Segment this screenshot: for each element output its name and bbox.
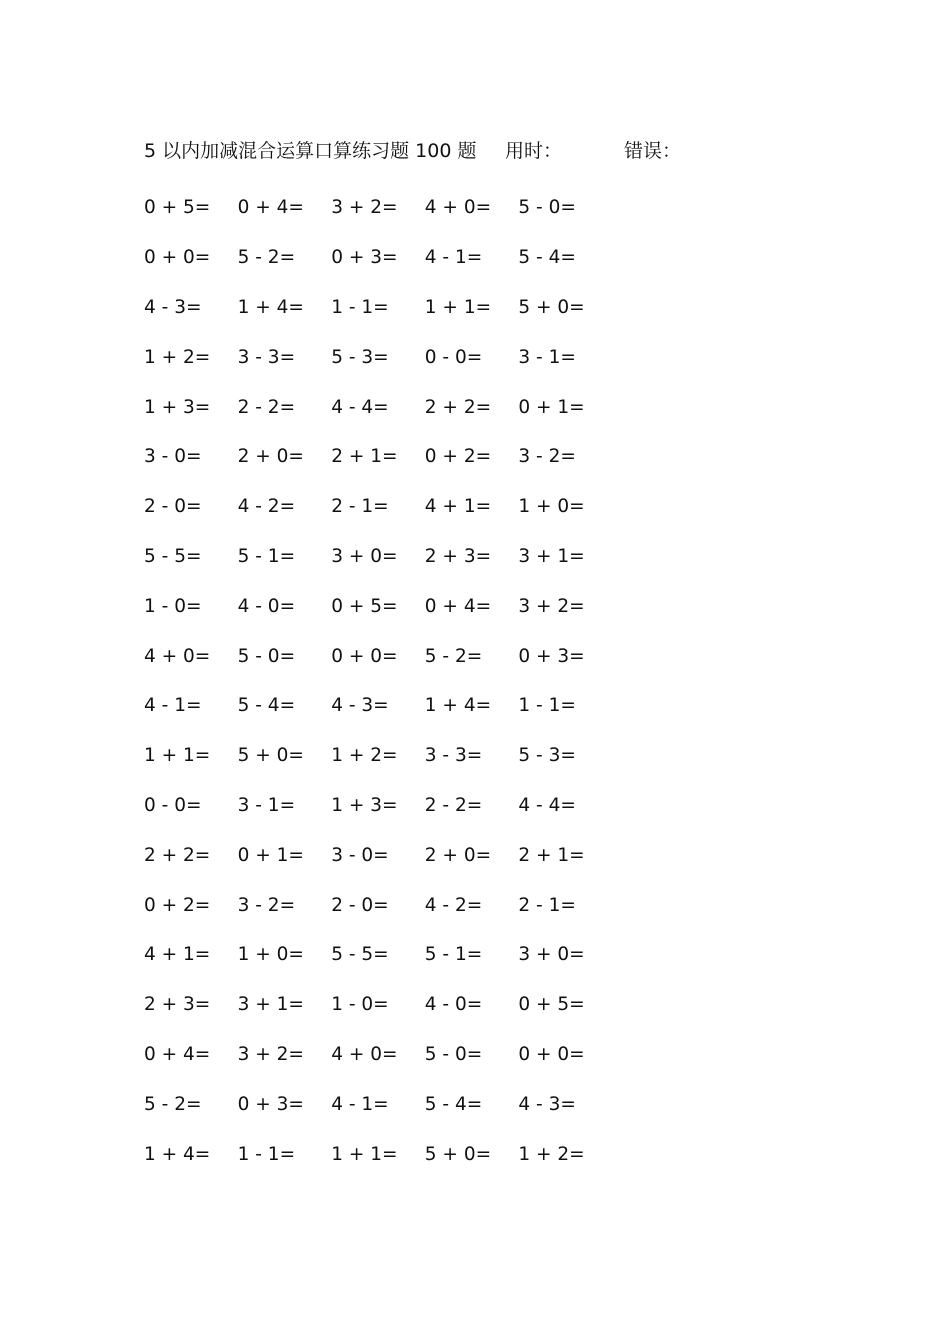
arithmetic-problem: 0 + 3= [237, 1093, 304, 1115]
problem-row [144, 532, 614, 582]
arithmetic-problem: 0 + 5= [144, 197, 211, 219]
problem-row [144, 830, 614, 880]
arithmetic-problem: 0 + 4= [424, 595, 492, 617]
arithmetic-problem: 4 + 0= [424, 197, 492, 219]
arithmetic-problem: 2 + 1= [518, 844, 585, 866]
arithmetic-problem: 5 - 3= [331, 346, 389, 368]
arithmetic-problem: 0 + 2= [144, 894, 211, 916]
worksheet-header [144, 136, 704, 166]
arithmetic-problem: 0 - 0= [424, 346, 483, 368]
arithmetic-problem: 0 + 3= [331, 247, 398, 269]
problem-row [144, 781, 614, 831]
arithmetic-problem: 1 + 4= [237, 296, 304, 318]
problem-row [144, 382, 614, 432]
arithmetic-problem: 4 - 1= [144, 695, 202, 717]
problem-row [144, 980, 614, 1030]
arithmetic-problem: 0 + 0= [518, 1043, 585, 1065]
problem-row [144, 581, 614, 631]
arithmetic-problem: 4 + 1= [144, 944, 211, 966]
arithmetic-problem: 5 - 0= [518, 197, 576, 219]
arithmetic-problem: 0 + 1= [237, 844, 304, 866]
problem-row [144, 332, 614, 382]
arithmetic-problem: 2 - 1= [518, 894, 576, 916]
arithmetic-problem: 1 - 0= [331, 994, 389, 1016]
arithmetic-problem: 5 - 4= [237, 695, 296, 717]
arithmetic-problem: 5 - 5= [331, 944, 389, 966]
problem-row [144, 731, 614, 781]
arithmetic-problem: 3 - 0= [331, 844, 389, 866]
arithmetic-problem: 1 + 1= [424, 296, 492, 318]
problem-row [144, 880, 614, 930]
arithmetic-problem: 5 - 2= [144, 1093, 202, 1115]
arithmetic-problem: 2 + 3= [424, 545, 492, 567]
arithmetic-problem: 5 - 5= [144, 545, 202, 567]
arithmetic-problem: 0 + 1= [518, 396, 585, 418]
problem-row [144, 1129, 614, 1179]
worksheet-title: 5 以内加减混合运算口算练习题 100 题 [144, 140, 477, 162]
arithmetic-problem: 2 + 3= [144, 994, 211, 1016]
arithmetic-problem: 1 - 1= [518, 695, 576, 717]
arithmetic-problem: 4 - 2= [424, 894, 483, 916]
arithmetic-problem: 5 + 0= [518, 296, 585, 318]
arithmetic-problem: 0 + 5= [518, 994, 585, 1016]
arithmetic-problem: 5 - 2= [237, 247, 296, 269]
problem-row [144, 233, 614, 283]
arithmetic-problem: 4 + 0= [144, 645, 211, 667]
arithmetic-problem: 3 + 2= [331, 197, 398, 219]
arithmetic-problem: 5 - 4= [518, 247, 576, 269]
arithmetic-problem: 4 + 0= [331, 1043, 398, 1065]
problem-row [144, 930, 614, 980]
arithmetic-problem: 1 + 1= [144, 745, 211, 767]
arithmetic-problem: 5 - 3= [518, 745, 576, 767]
problem-row [144, 183, 614, 233]
arithmetic-problem: 2 + 0= [424, 844, 492, 866]
arithmetic-problem: 5 - 0= [237, 645, 296, 667]
arithmetic-problem: 2 - 0= [331, 894, 389, 916]
problem-row [144, 631, 614, 681]
arithmetic-problem: 4 - 3= [331, 695, 389, 717]
arithmetic-problem: 1 + 4= [424, 695, 492, 717]
arithmetic-problem: 3 - 3= [237, 346, 296, 368]
arithmetic-problem: 4 + 1= [424, 496, 492, 518]
arithmetic-problem: 3 - 1= [518, 346, 576, 368]
arithmetic-problem: 0 + 3= [518, 645, 585, 667]
arithmetic-problem: 4 - 1= [331, 1093, 389, 1115]
arithmetic-problem: 3 - 3= [424, 745, 483, 767]
arithmetic-problem: 0 + 4= [237, 197, 304, 219]
arithmetic-problem: 2 + 1= [331, 446, 398, 468]
arithmetic-problem: 1 - 1= [331, 296, 389, 318]
arithmetic-problem: 2 - 2= [237, 396, 296, 418]
arithmetic-problem: 3 - 1= [237, 794, 296, 816]
problem-row [144, 1030, 614, 1080]
arithmetic-problem: 0 + 5= [331, 595, 398, 617]
arithmetic-problem: 1 - 1= [237, 1143, 296, 1165]
problem-row [144, 432, 614, 482]
problem-row [144, 482, 614, 532]
problem-row [144, 1079, 614, 1129]
arithmetic-problem: 3 + 1= [518, 545, 585, 567]
arithmetic-problem: 3 + 2= [518, 595, 585, 617]
arithmetic-problem: 2 + 2= [424, 396, 492, 418]
arithmetic-problem: 4 - 4= [331, 396, 389, 418]
arithmetic-problem: 1 + 1= [331, 1143, 398, 1165]
arithmetic-problem: 2 + 2= [144, 844, 211, 866]
arithmetic-problem: 0 + 0= [144, 247, 211, 269]
arithmetic-problem: 1 + 2= [144, 346, 211, 368]
arithmetic-problem: 4 - 1= [424, 247, 483, 269]
arithmetic-problem: 4 - 3= [518, 1093, 576, 1115]
problem-row [144, 283, 614, 333]
arithmetic-problem: 3 - 2= [518, 446, 576, 468]
arithmetic-problem: 3 - 2= [237, 894, 296, 916]
arithmetic-problem: 0 + 2= [424, 446, 492, 468]
arithmetic-problem: 2 + 0= [237, 446, 304, 468]
arithmetic-problem: 5 - 2= [424, 645, 483, 667]
arithmetic-problem: 5 - 4= [424, 1093, 483, 1115]
arithmetic-problem: 1 + 2= [331, 745, 398, 767]
arithmetic-problem: 3 + 1= [237, 994, 304, 1016]
arithmetic-problem: 5 - 1= [237, 545, 296, 567]
arithmetic-problem: 1 + 0= [237, 944, 304, 966]
arithmetic-problem: 5 - 0= [424, 1043, 483, 1065]
arithmetic-problem: 5 + 0= [424, 1143, 492, 1165]
arithmetic-problem: 1 + 3= [331, 794, 398, 816]
problem-row [144, 681, 614, 731]
arithmetic-problem: 2 - 0= [144, 496, 202, 518]
arithmetic-problem: 5 - 1= [424, 944, 483, 966]
arithmetic-problem: 4 - 3= [144, 296, 202, 318]
arithmetic-problem: 5 + 0= [237, 745, 304, 767]
arithmetic-problem: 4 - 0= [424, 994, 483, 1016]
arithmetic-problem: 3 + 0= [518, 944, 585, 966]
errors-label: 错误： [624, 140, 682, 162]
arithmetic-problem: 3 + 0= [331, 545, 398, 567]
arithmetic-problem: 1 + 2= [518, 1143, 585, 1165]
arithmetic-problem: 0 + 4= [144, 1043, 211, 1065]
arithmetic-problem: 2 - 2= [424, 794, 483, 816]
arithmetic-problem: 0 + 0= [331, 645, 398, 667]
time-used-label: 用时： [505, 140, 563, 162]
arithmetic-problem: 1 + 3= [144, 396, 211, 418]
problem-grid [144, 183, 614, 1179]
arithmetic-problem: 4 - 2= [237, 496, 296, 518]
arithmetic-problem: 1 + 4= [144, 1143, 211, 1165]
arithmetic-problem: 1 + 0= [518, 496, 585, 518]
arithmetic-problem: 4 - 4= [518, 794, 576, 816]
arithmetic-problem: 4 - 0= [237, 595, 296, 617]
arithmetic-problem: 3 + 2= [237, 1043, 304, 1065]
arithmetic-problem: 2 - 1= [331, 496, 389, 518]
arithmetic-problem: 3 - 0= [144, 446, 202, 468]
arithmetic-problem: 0 - 0= [144, 794, 202, 816]
arithmetic-problem: 1 - 0= [144, 595, 202, 617]
